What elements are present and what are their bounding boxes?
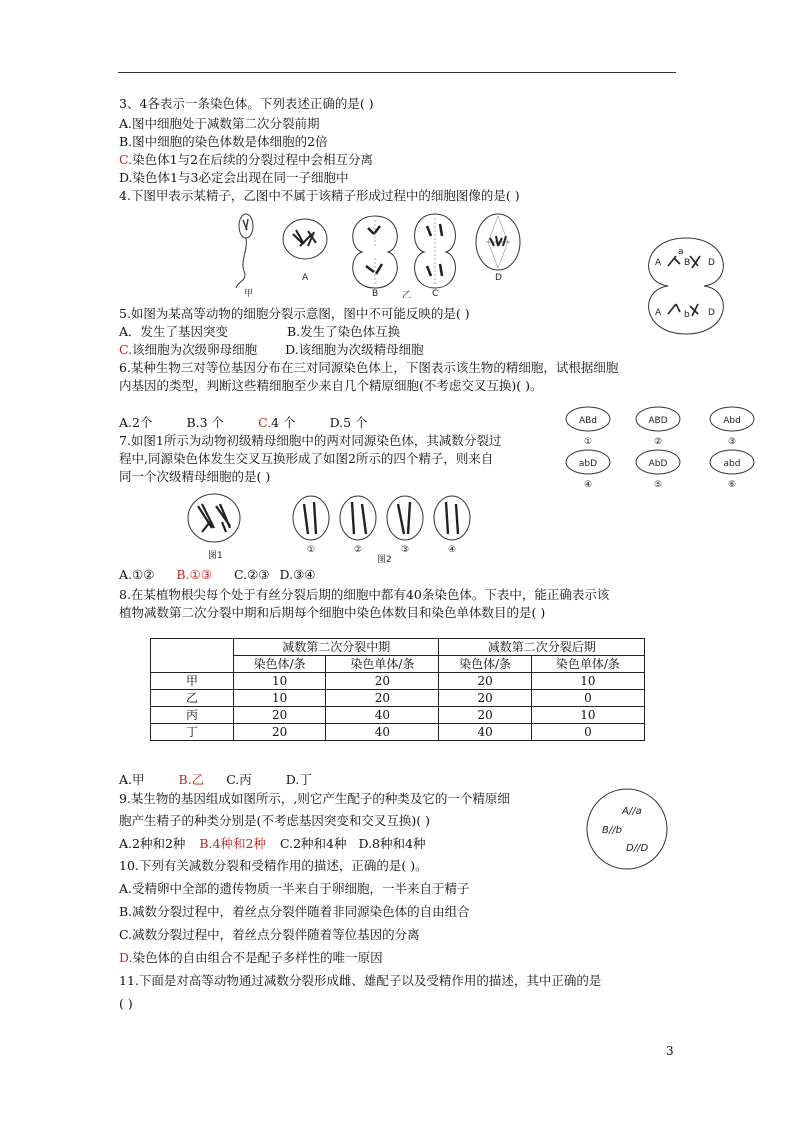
q4-label-b: B [372,289,379,298]
q8-line1: 8.在某植物根尖每个处于有丝分裂后期的细胞中都有40条染色体。下表中，能正确表示该 [119,587,610,602]
table-cell: 20 [439,707,531,724]
q6-cell-3-genes: Abd [723,416,741,426]
q7-option-d: D.③④ [279,567,316,582]
q5-stem: 5.如图为某高等动物的细胞分裂示意图，图中不可能反映的是( ) [119,306,470,321]
table-cell: 10 [234,673,326,690]
q6-cell-6-num: ⑥ [727,480,737,490]
q8-options [119,772,312,788]
table-row [151,707,645,724]
q5-option-a: A．发生了基因突变 [119,324,229,339]
header-rule [118,72,676,73]
q6-cell-4-genes: abD [578,459,598,469]
q9-gene-pair-a: A//a [622,806,642,817]
q3-option-c-letter: C. [119,152,133,167]
q11-line2: ( ) [119,996,133,1011]
q8-table-sub-1: 染色体/条 [234,656,326,673]
q6-cell-5-num: ⑤ [653,480,663,490]
q9-cell-figure [584,786,670,872]
q6-cell-2 [636,407,680,447]
q10-option-d-text: 染色体的自由组合不是配子多样性的唯一原因 [132,950,383,965]
q4-cell-c-drawing [415,214,456,288]
q6-line2: 内基因的类型，判断这些精细胞至少来自几个精原细胞(不考虑交叉互换)( )。 [119,378,543,393]
table-cell: 40 [326,707,439,724]
q4-label-jia: 甲 [244,289,254,298]
q8-option-a: A.甲 [119,772,145,787]
table-cell: 20 [234,707,326,724]
q7-line3: 同一个次级精母细胞的是( ) [119,469,271,484]
q6-cell-6-genes: abd [723,459,741,469]
table-row [151,724,645,741]
q7-fig2-num-2: ② [354,545,363,555]
q8-table-corner [151,639,234,673]
q8-option-b: B.乙 [178,772,205,787]
q3-stem: 3、4各表示一条染色体。下列表述正确的是( ) [119,96,374,111]
row-label: 甲 [151,673,234,690]
q10-option-c: C.减数分裂过程中，着丝点分裂伴随着等位基因的分离 [119,927,420,942]
q5-options-ab [119,324,400,340]
q10-stem: 10.下列有关减数分裂和受精作用的描述，正确的是( )。 [119,858,428,873]
table-cell: 40 [326,724,439,741]
q6-cell-4 [566,450,610,490]
table-cell: 20 [439,673,531,690]
q4-label-c: C [432,289,439,298]
q8-table-sub-2: 染色单体/条 [326,656,439,673]
q6-cell-1-genes: ABd [578,416,598,426]
q7-line2: 程中,同源染色体发生交叉互换形成了如图2所示的四个精子，则来自 [119,451,494,466]
q6-cell-3-num: ③ [727,437,737,447]
table-cell: 0 [531,690,644,707]
q8-option-d: D.丁 [285,772,312,787]
row-label: 丁 [151,724,234,741]
q7-option-a: A.①② [119,567,155,582]
q8-table-sub-4: 染色单体/条 [531,656,644,673]
q5-option-c-letter: C. [119,342,133,357]
q5-gene-B-top: B [684,258,691,268]
q6-options [119,415,368,431]
row-label: 乙 [151,690,234,707]
q6-cell-5-genes: AbD [648,459,668,469]
q5-options-cd [119,342,424,358]
q4-label-a: A [302,273,309,283]
q6-cell-1 [566,407,610,447]
q6-cell-6 [710,450,754,490]
q7-fig2-cells [293,496,470,540]
q5-option-b: B.发生了染色体互换 [287,324,401,339]
q5-option-d: D.该细胞为次级精母细胞 [285,342,424,357]
q10-option-a: A.受精卵中全部的遗传物质一半来自于卵细胞，一半来自于精子 [119,881,470,896]
q7-line1: 7.如图1所示为动物初级精母细胞中的两对同源染色体，其减数分裂过 [119,433,502,448]
q7-figure [186,492,476,564]
q9-option-d: D.8种和4种 [358,836,426,851]
q5-gene-D-top: D [708,258,715,268]
q4-label-yi: 乙 [402,291,412,298]
q9-gene-pair-d: D//D [626,843,649,854]
table-cell: 20 [234,724,326,741]
q7-option-b: B.①③ [176,567,212,582]
q9-line1: 9.某生物的基因组成如图所示，,则它产生配子的种类及它的一个精原细 [119,791,510,806]
q7-fig2-num-1: ① [307,545,316,555]
table-cell: 10 [234,690,326,707]
table-cell: 20 [326,673,439,690]
q4-cell-figure [230,206,530,298]
q7-options [119,567,315,583]
q6-cell-5 [636,450,680,490]
q9-line2: 胞产生精子的种类分别是(不考虑基因突变和交叉互换)( ) [119,813,430,828]
table-cell: 0 [531,724,644,741]
q10-option-d [119,950,383,966]
q7-fig2-num-4: ④ [448,545,457,555]
table-row [151,673,645,690]
table-row [151,690,645,707]
q3-option-d: D.染色体1与3必定会出现在同一子细胞中 [119,170,349,185]
q5-cell-figure [638,234,734,338]
q9-options [119,836,425,852]
q5-option-c: 该细胞为次级卵母细胞 [132,342,258,357]
q8-table-group-1: 减数第二次分裂中期 [234,639,439,656]
q8-table [150,638,645,741]
q4-sperm-drawing [236,214,253,288]
q4-cell-b-drawing [353,216,398,288]
q4-label-d: D [495,273,502,283]
q10-option-b: B.减数分裂过程中，着丝点分裂伴随着非同源染色体的自由组合 [119,904,470,919]
table-cell: 20 [326,690,439,707]
q6-option-a: A.2个 [119,415,153,430]
q5-gene-b-bottom: b [684,310,690,320]
table-cell: 40 [439,724,531,741]
q6-sperm-cells-figure [562,402,782,494]
q3-option-c [119,152,373,168]
q4-cell-a-drawing [283,219,327,259]
q5-gene-D-bottom: D [708,308,715,318]
row-label: 丙 [151,707,234,724]
page-number: 3 [666,1044,674,1058]
q11-line1: 11.下面是对高等动物通过减数分裂形成雌、雄配子以及受精作用的描述，其中正确的是 [119,973,602,988]
q6-line1: 6.某种生物三对等位基因分布在三对同源染色体上，下图表示该生物的精细胞，试根据细胞 [119,360,619,375]
q6-cell-3 [710,407,754,447]
q5-gene-a-top: a [678,247,684,257]
q6-option-b: B.3 个 [186,415,225,430]
q6-cell-4-num: ④ [583,480,593,490]
q6-cell-2-genes: ABD [648,416,668,426]
q8-line2: 植物减数第二次分裂中期和后期每个细胞中染色体数目和染色单体数目的是( ) [119,605,546,620]
q8-table-sub-3: 染色体/条 [439,656,531,673]
q6-option-c: 4 个 [271,415,296,430]
q3-option-a: A.图中细胞处于减数第二次分裂前期 [119,116,320,131]
q4-stem: 4.下图甲表示某精子，乙图中不属于该精子形成过程中的细胞图像的是( ) [119,188,520,203]
q6-cell-1-num: ① [583,437,593,447]
table-cell: 10 [531,673,644,690]
table-cell: 10 [531,707,644,724]
q9-option-b: B.4种和2种 [199,836,266,851]
q5-gene-A-bottom: A [655,308,662,318]
q6-option-d: D.5 个 [329,415,368,430]
q8-table-group-2: 减数第二次分裂后期 [439,639,645,656]
q7-fig1-cell [188,494,240,542]
q3-option-c-text: 染色体1与2在后续的分裂过程中会相互分离 [132,152,374,167]
q7-fig1-label: 图1 [208,551,223,561]
q10-option-d-letter: D. [119,950,133,965]
q7-fig2-num-3: ③ [401,545,410,555]
q3-option-b: B.图中细胞的染色体数是体细胞的2倍 [119,134,328,149]
table-cell: 20 [439,690,531,707]
q5-gene-A-top: A [655,258,662,268]
q8-option-c: C.丙 [226,772,252,787]
q8-table-header-row [151,639,645,656]
q9-gene-pair-b: B//b [602,825,622,836]
q7-option-c: C.②③ [234,567,270,582]
q6-cell-2-num: ② [653,437,663,447]
q9-option-a: A.2种和2种 [119,836,186,851]
q6-option-c-letter: C. [258,415,272,430]
q9-option-c: C.2种和4种 [280,836,347,851]
q4-cell-d-drawing [476,214,520,270]
q7-fig2-label: 图2 [377,555,392,564]
